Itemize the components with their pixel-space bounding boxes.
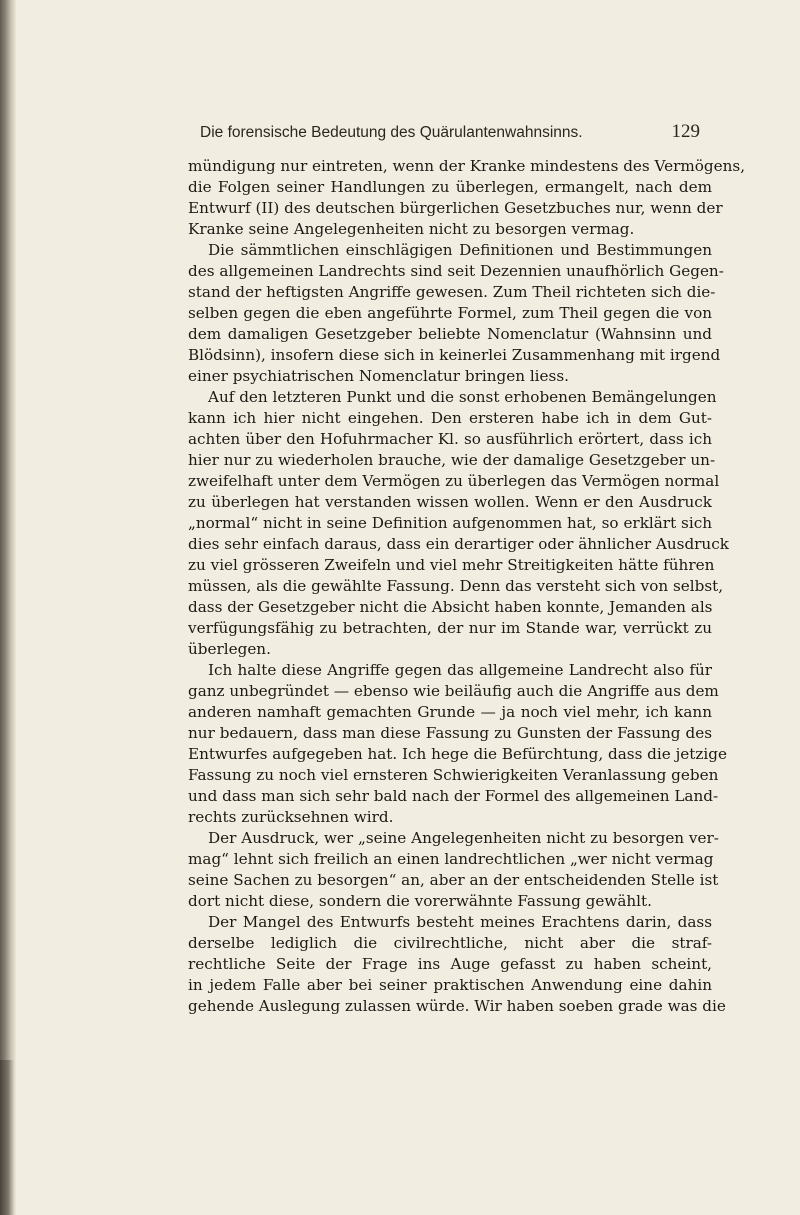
text-line: Ich halte diese Angriffe gegen das allgemeine Landrecht also für: [208, 661, 712, 679]
text-line: kann ich hier nicht eingehen. Den ersteren habe ich in dem Gut-: [188, 409, 712, 427]
text-line: selben gegen die eben angeführte Formel, zum Theil gegen die von: [188, 304, 712, 322]
text-line: dem damaligen Gesetzgeber beliebte Nomenclatur (Wahnsinn und: [188, 325, 712, 343]
text-line: Die sämmtlichen einschlägigen Definitionen und Bestimmungen: [208, 241, 712, 259]
text-line: überlegen.: [188, 640, 271, 658]
text-line: gehende Auslegung zulassen würde. Wir haben soeben grade was die: [188, 997, 726, 1015]
text-line: Der Mangel des Entwurfs besteht meines Erachtens darin, dass: [208, 913, 712, 931]
page-number: 129: [671, 121, 700, 142]
body-text: [188, 156, 746, 1017]
text-line: des allgemeinen Landrechts sind seit Dezennien unaufhörlich Gegen-: [188, 262, 724, 280]
text-line: zu viel grösseren Zweifeln und viel mehr Streitigkeiten hätte führen: [188, 556, 715, 574]
text-line: hier nur zu wiederholen brauche, wie der damalige Gesetzgeber un-: [188, 451, 716, 469]
text-line: Entwurfes aufgegeben hat. Ich hege die Befürchtung, dass die jetzige: [188, 745, 727, 763]
text-line: einer psychiatrischen Nomenclatur bringen liess.: [188, 367, 569, 385]
text-line: und dass man sich sehr bald nach der Formel des allgemeinen Land-: [188, 787, 719, 805]
text-line: stand der heftigsten Angriffe gewesen. Zum Theil richteten sich die-: [188, 283, 716, 301]
text-line: zu überlegen hat verstanden wissen wollen. Wenn er den Ausdruck: [188, 493, 712, 511]
text-line: achten über den Hofuhrmacher Kl. so ausführlich erörtert, dass ich: [188, 430, 712, 448]
text-line: Kranke seine Angelegenheiten nicht zu besorgen vermag.: [188, 220, 635, 238]
page-binding-shadow: [0, 1060, 14, 1215]
text-line: in jedem Falle aber bei seiner praktischen Anwendung eine dahin: [188, 976, 712, 994]
text-line: nur bedauern, dass man diese Fassung zu Gunsten der Fassung des: [188, 724, 712, 742]
header-title: Die forensische Bedeutung des Quärulantenwahnsinns.: [200, 124, 583, 141]
text-line: mag“ lehnt sich freilich an einen landrechtlichen „wer nicht vermag: [188, 850, 714, 868]
text-line: derselbe lediglich die civilrechtliche, nicht aber die straf-: [188, 934, 712, 952]
text-line: Blödsinn), insofern diese sich in keinerlei Zusammenhang mit irgend: [188, 346, 721, 364]
text-line: verfügungsfähig zu betrachten, der nur im Stande war, verrückt zu: [188, 619, 712, 637]
page-binding-edge: [0, 0, 16, 1215]
text-line: die Folgen seiner Handlungen zu überlegen, ermangelt, nach dem: [188, 178, 712, 196]
running-header: [200, 121, 700, 150]
text-line: mündigung nur eintreten, wenn der Kranke mindestens des Vermögens,: [188, 157, 746, 175]
text-line: rechts zurücksehnen wird.: [188, 808, 394, 826]
text-line: zweifelhaft unter dem Vermögen zu überlegen das Vermögen normal: [188, 472, 720, 490]
text-line: anderen namhaft gemachten Grunde — ja noch viel mehr, ich kann: [188, 703, 712, 721]
text-line: Fassung zu noch viel ernsteren Schwierigkeiten Veranlassung geben: [188, 766, 719, 784]
text-line: „normal“ nicht in seine Definition aufgenommen hat, so erklärt sich: [188, 514, 712, 532]
text-line: dort nicht diese, sondern die vorerwähnte Fassung gewählt.: [188, 892, 652, 910]
text-line: ganz unbegründet — ebenso wie beiläufig auch die Angriffe aus dem: [188, 682, 719, 700]
text-line: müssen, als die gewählte Fassung. Denn das versteht sich von selbst,: [188, 577, 724, 595]
text-line: Entwurf (II) des deutschen bürgerlichen Gesetzbuches nur, wenn der: [188, 199, 723, 217]
text-line: rechtliche Seite der Frage ins Auge gefasst zu haben scheint,: [188, 955, 712, 973]
text-line: Der Ausdruck, wer „seine Angelegenheiten nicht zu besorgen ver-: [208, 829, 719, 847]
text-line: seine Sachen zu besorgen“ an, aber an der entscheidenden Stelle ist: [188, 871, 719, 889]
text-line: Auf den letzteren Punkt und die sonst erhobenen Bemängelungen: [208, 388, 717, 406]
text-line: dass der Gesetzgeber nicht die Absicht haben konnte, Jemanden als: [188, 598, 713, 616]
text-line: dies sehr einfach daraus, dass ein derartiger oder ähnlicher Ausdruck: [188, 535, 729, 553]
